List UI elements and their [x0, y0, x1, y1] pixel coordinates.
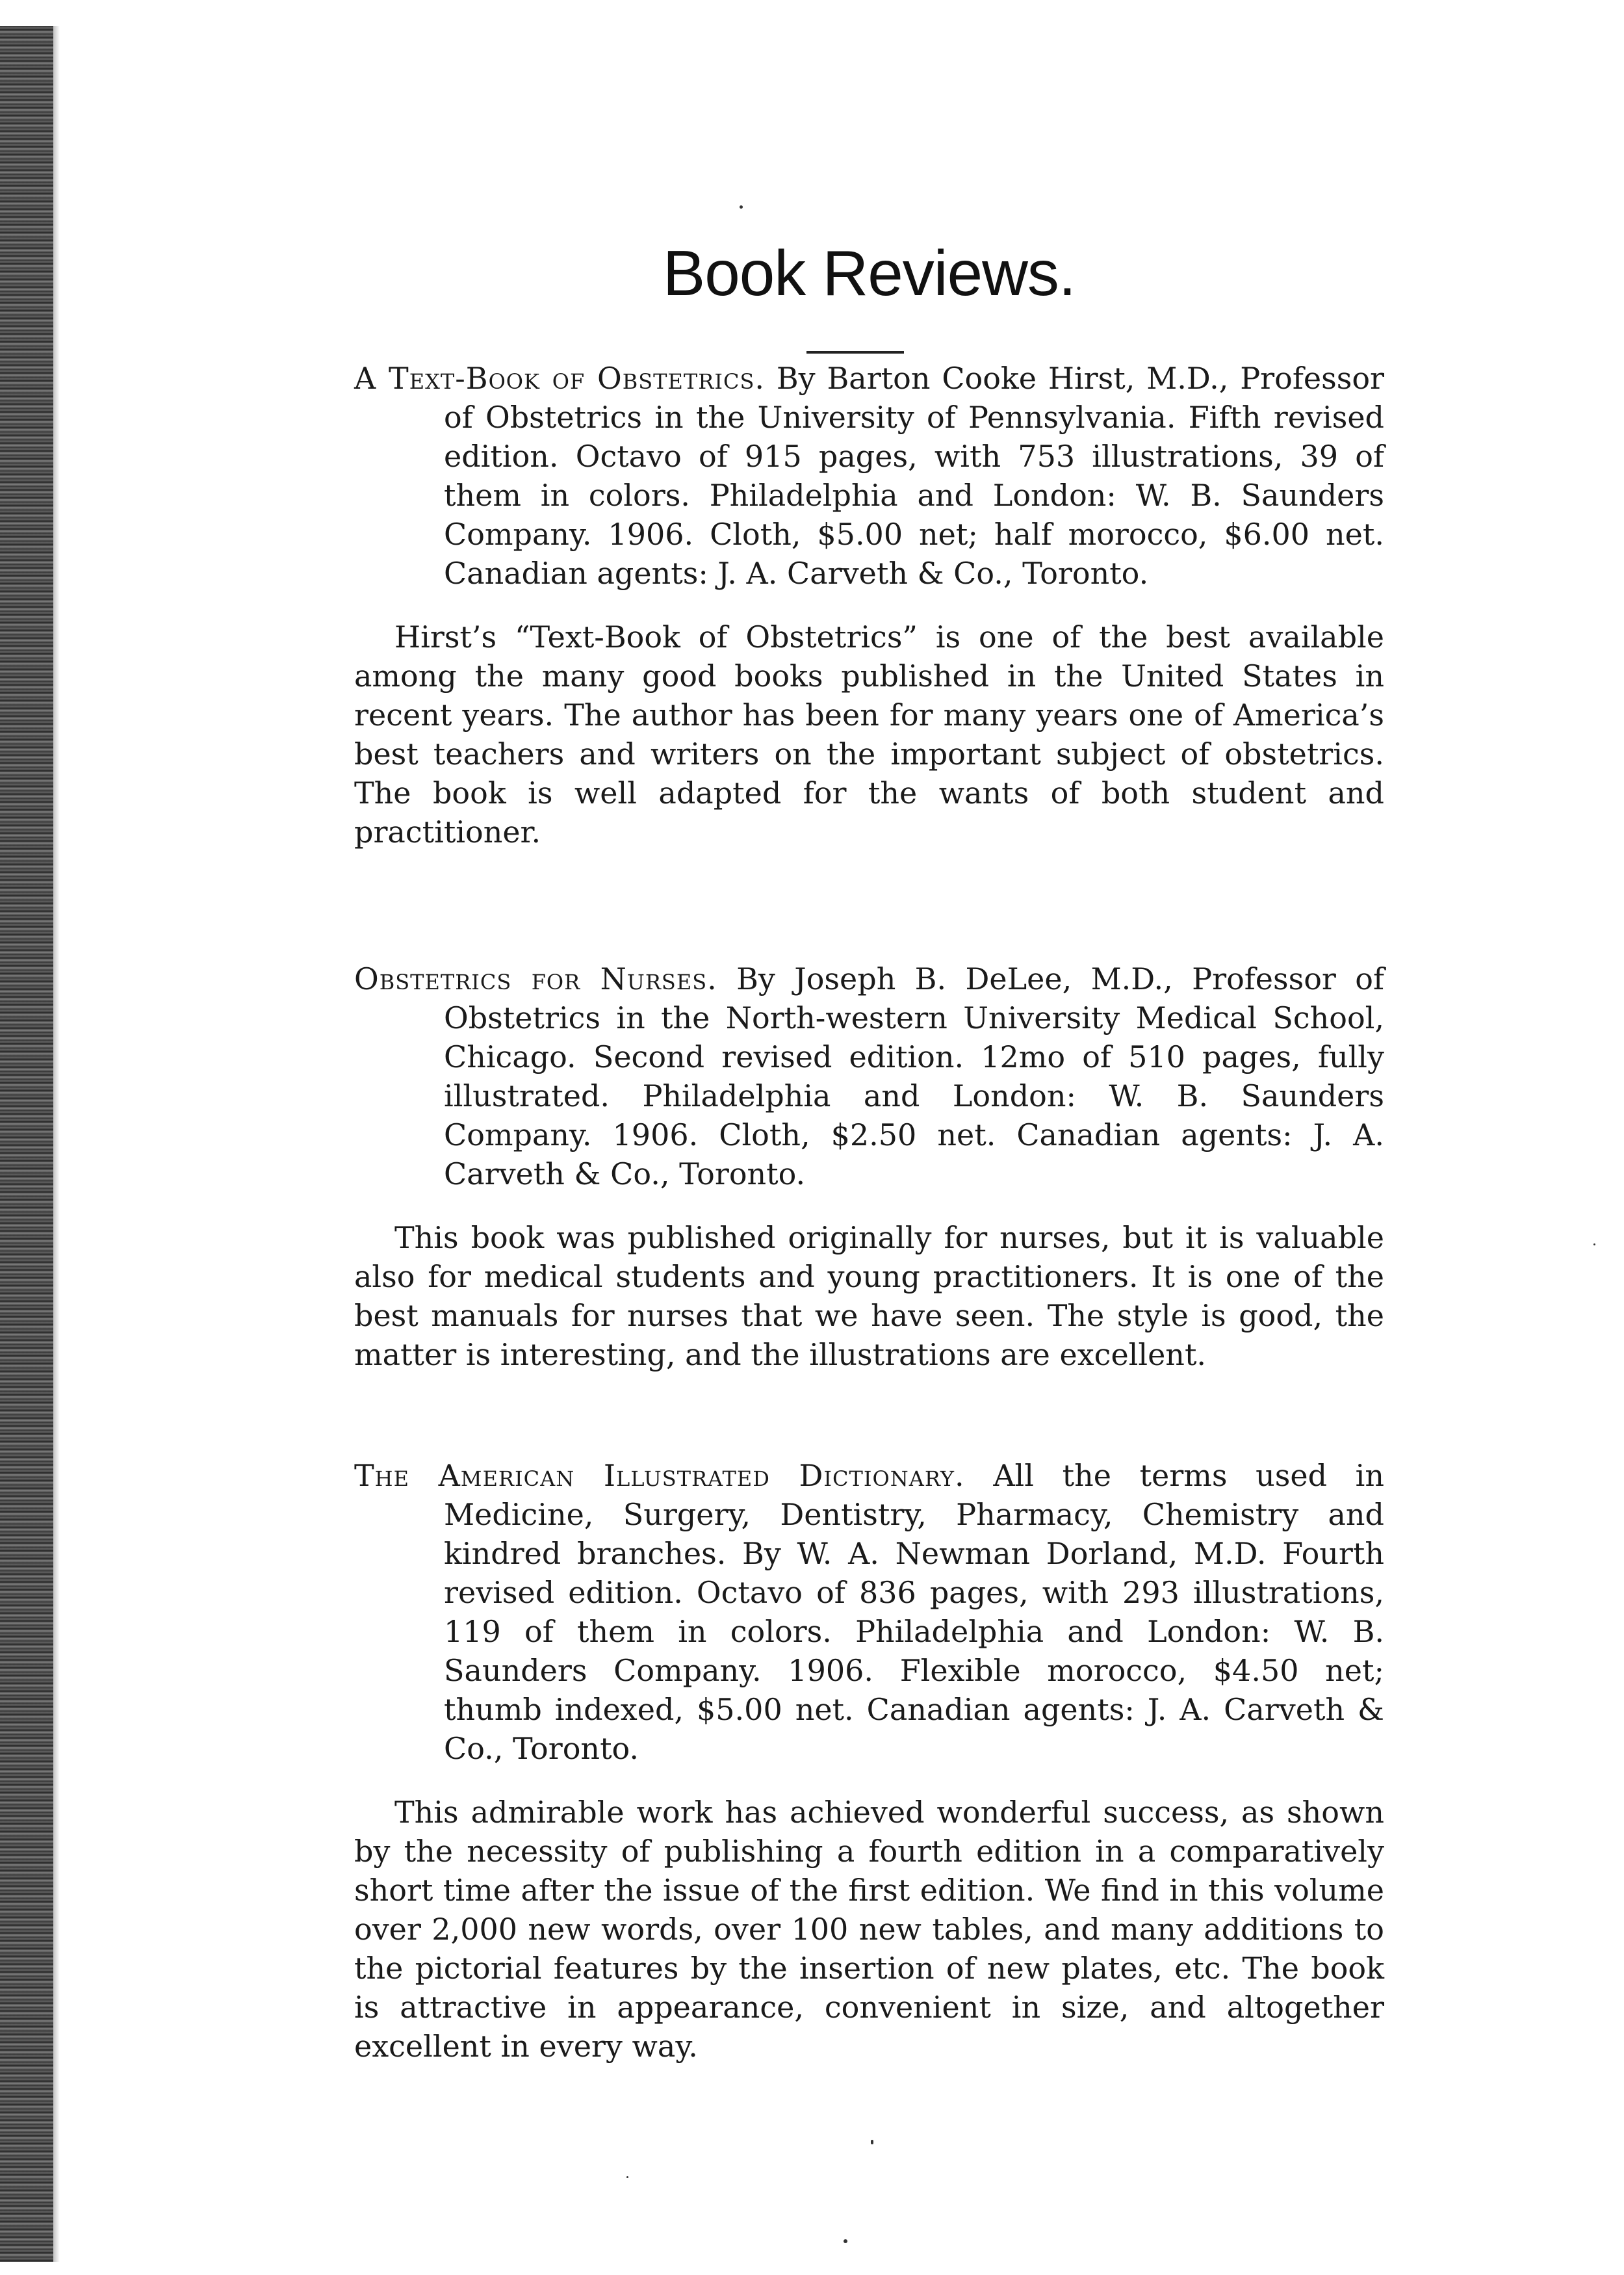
citation-details: By Joseph B. DeLee, M.D., Professor of Obstetrics in the North-western University Medical School, Chicago. Second revised edition. 12mo of 510 pages, fully illustrated. Philadelphia and London: W. B. Saunders Company. 1906. Cloth, $2.50 net. Canadian agents: J. A. Carveth & Co., Toronto. — [444, 961, 1385, 1191]
review-entry — [354, 1456, 1384, 2066]
review-entry — [354, 959, 1384, 1374]
review-entry — [354, 359, 1384, 852]
book-citation — [354, 359, 1384, 593]
stray-ink-dot — [1593, 1243, 1595, 1245]
book-citation — [354, 959, 1384, 1193]
book-title: A Text-Book of Obstetrics. — [354, 361, 765, 396]
title-rule — [806, 351, 904, 354]
journal-page — [354, 0, 1384, 2275]
book-title: The American Illustrated Dictionary. — [354, 1458, 965, 1493]
review-body: Hirst’s “Text-Book of Obstetrics” is one of the best available among the many good books published in the United States in recent years. The author has been for many years one of America’s best teachers and writers on the important subject of obstetrics. The book is well adapted for the wants of both student and practitioner. — [354, 619, 1384, 850]
review-body: This admirable work has achieved wonderful success, as shown by the necessity of publishing a fourth edition in a comparatively short time after the issue of the first edition. We find in this volume over 2,000 new words, over 100 new tables, and many additions to the pictorial features by the insertion of new plates, etc. The book is attractive in appearance, convenient in size, and altogether excellent in every way. — [354, 1795, 1384, 2064]
citation-details: By Barton Cooke Hirst, M.D., Professor of Obstetrics in the University of Pennsylvania. Fifth revised edition. Octavo of 915 pages, with 753 illustrations, 39 of them in colors. Philadelphia and London: W. B. Saunders Company. 1906. Cloth, $5.00 net; half morocco, $6.00 net. Canadian agents: J. A. Carveth & Co., Toronto. — [444, 361, 1385, 591]
citation-details: All the terms used in Medicine, Surgery, Dentistry, Pharmacy, Chemistry and kindred branches. By W. A. Newman Dorland, M.D. Fourth revised edition. Octavo of 836 pages, with 293 illustrations, 119 of them in colors. Philadelphia and London: W. B. Saunders Company. 1906. Flexible morocco, $4.50 net; thumb indexed, $5.00 net. Canadian agents: J. A. Carveth & Co., Toronto. — [444, 1458, 1384, 1766]
review-body: This book was published originally for nurses, but it is valuable also for medical students and young practitioners. It is one of the best manuals for nurses that we have seen. The style is good, the matter is interesting, and the illustrations are excellent. — [354, 1220, 1384, 1372]
book-title: Obstetrics for Nurses. — [354, 961, 717, 996]
page-title: Book Reviews. — [662, 237, 1076, 309]
binding-shadow — [53, 26, 60, 2262]
book-citation — [354, 1456, 1384, 1768]
scanned-binding-edge — [0, 26, 53, 2262]
